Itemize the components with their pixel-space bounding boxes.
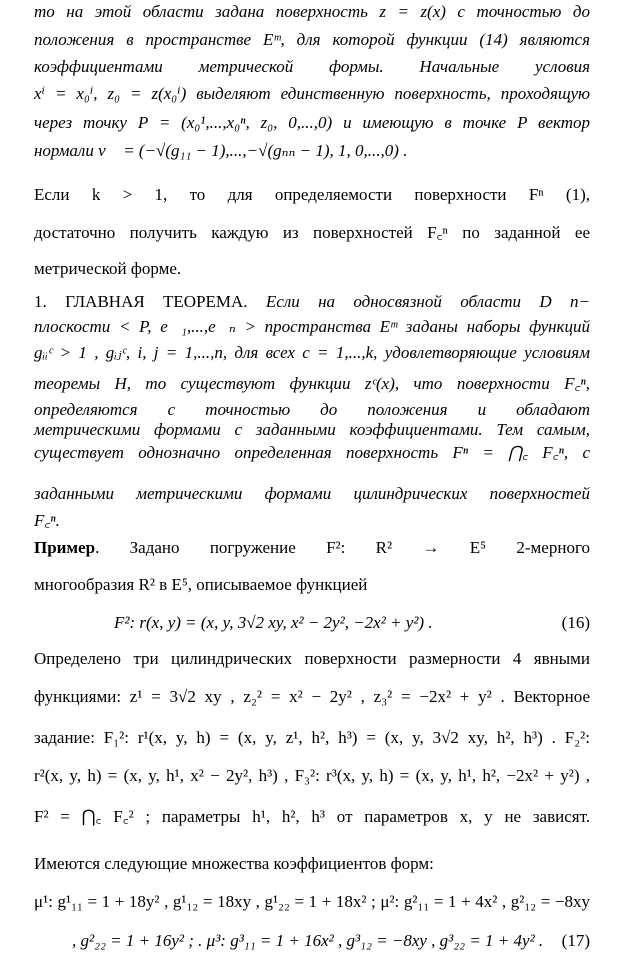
text-line: метрическими формами с заданными коэффициентами. Тем самым, [34,420,590,439]
text-line: коэффициентами метрической формы. Начальные условия [34,57,590,76]
equation-body: , g²₂₂ = 1 + 16y² ; . μ³: g³₁₁ = 1 + 16x² , g³₁₂ = −8xy , g³₂₂ = 1 + 4y² . [72,931,544,950]
equation-body: F²: r(x, y) = (x, y, 3√2 xy, x² − 2y², −2x² + y²) . [114,613,433,632]
text-line: r²(x, y, h) = (x, y, h¹, x² − 2y², h³) , F₃²: r³(x, y, h) = (x, y, h¹, h², −2x² + y²) , [34,766,590,785]
text-line: существует однозначно определенная поверхность Fⁿ = ⋂꜀ F꜀ⁿ, с [34,443,590,462]
text-line: через точку P = (x₀¹,...,x₀ⁿ, z₀, 0,...,0) и имеющую в точке P вектор [34,113,590,132]
text-line: многообразия R² в E⁵, описываемое функцией [34,575,368,594]
example-line: Пример. Задано погружение F²: R² → E⁵ 2-мерного [34,538,590,557]
text-line: теоремы Н, то существуют функции zᶜ(x), что поверхности F꜀ⁿ, [34,374,590,393]
text-line: Если k > 1, то для определяемости поверхности Fⁿ (1), [34,185,590,204]
text-line: μ¹: g¹₁₁ = 1 + 18y² , g¹₁₂ = 18xy , g¹₂₂ = 1 + 18x² ; μ²: g²₁₁ = 1 + 4x² , g²₁₂ = −8xy [34,892,590,911]
equation-16 [34,614,590,631]
example-label: Пример [34,538,96,557]
equation-number: (17) [561,931,590,950]
text-line: определяются с точностью до положения и обладают [34,400,590,419]
equation-17 [34,932,590,949]
text-line: достаточно получить каждую из поверхностей F꜀ⁿ по заданной ее [34,223,590,242]
theorem-label: 1. ГЛАВНАЯ ТЕОРЕМА. [34,292,248,311]
text-line: gᵢᵢᶜ > 1 , gᵢⱼᶜ, i, j = 1,...,n, для всех c = 1,...,k, удовлетворяющие условиям [34,343,590,362]
text-line: нормали ν⃗ = (−√(g₁₁ − 1),...,−√(gₙₙ − 1), 1, 0,...,0) . [34,141,408,160]
text-line: то на этой области задана поверхность z = z(x) с точностью до [34,2,590,21]
text-line: Определено три цилиндрических поверхности размерности 4 явными [34,649,590,668]
text-line: задание: F₁²: r¹(x, y, h) = (x, y, z¹, h², h³) = (x, y, 3√2 xy, h², h³) . F₂²: [34,728,590,747]
equation-number: (16) [561,613,590,632]
text-line: положения в пространстве Eᵐ, для которой функции (14) являются [34,30,590,49]
text-line: F꜀ⁿ. [34,511,60,530]
text-line: xⁱ = x₀ⁱ, z₀ = z(x₀ⁱ) выделяют единственную поверхность, проходящую [34,84,590,103]
text-line: плоскости < P, e⃗₁,...,e⃗ₙ > пространства Eᵐ заданы наборы функций [34,317,590,336]
theorem-heading-line: 1. ГЛАВНАЯ ТЕОРЕМА. Если на односвязной области D n− [34,292,590,311]
text-line: F² = ⋂꜀ F꜀² ; параметры h¹, h², h³ от параметров x, y не зависят. [34,807,590,826]
text-line: функциями: z¹ = 3√2 xy , z₂² = x² − 2y² , z₃² = −2x² + y² . Векторное [34,687,590,706]
text-line: заданными метрическими формами цилиндрических поверхностей [34,484,590,503]
text-line: Имеются следующие множества коэффициентов форм: [34,854,434,873]
text-line: метрической форме. [34,259,182,278]
